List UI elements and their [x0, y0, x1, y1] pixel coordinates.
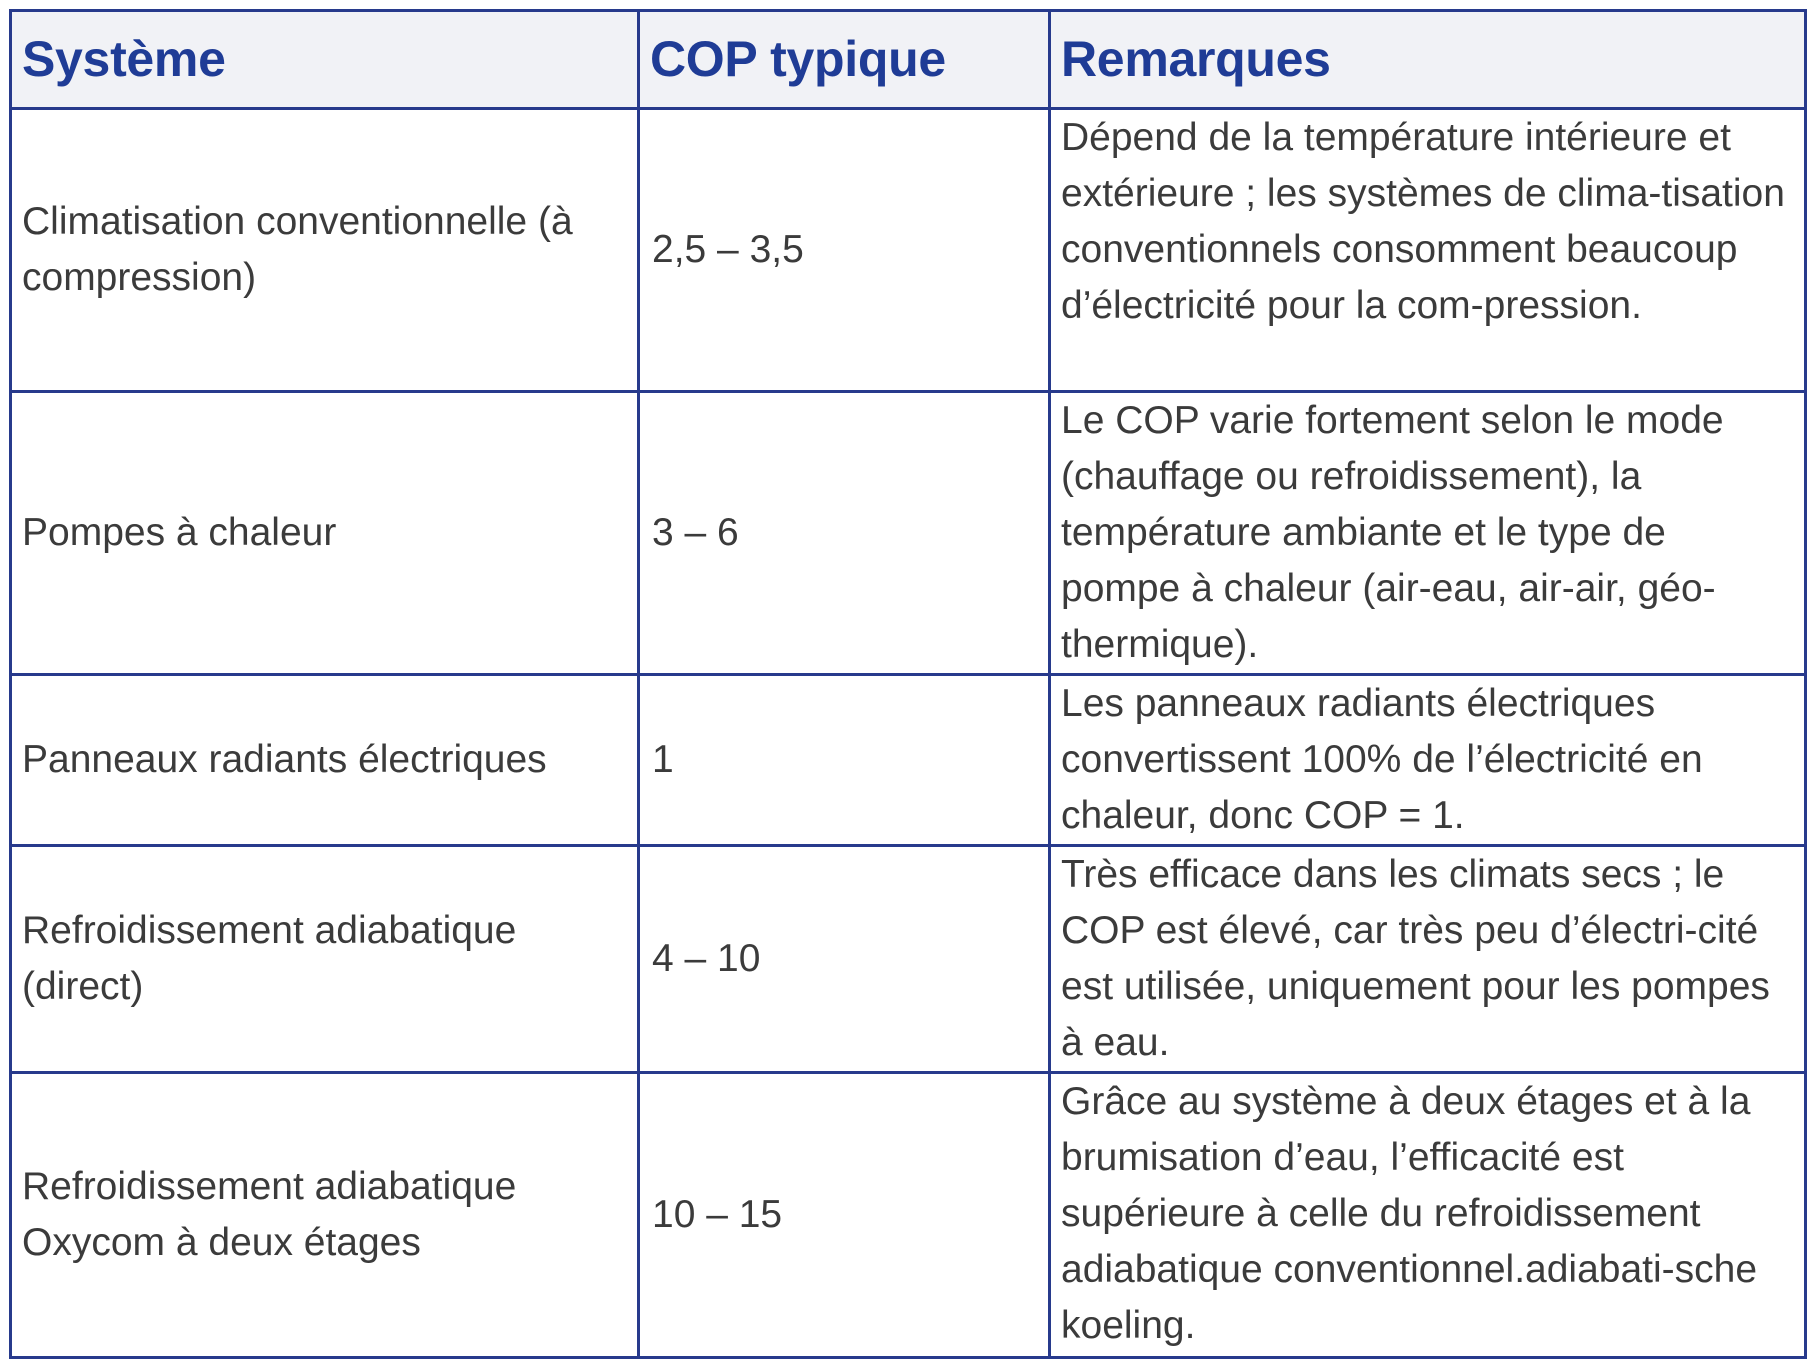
system-cell: Refroidissement adiabatique (direct) — [11, 846, 639, 1073]
cop-cell: 10 – 15 — [639, 1073, 1050, 1358]
table-row — [11, 1073, 1806, 1358]
cop-cell: 1 — [639, 675, 1050, 846]
header-cop: COP typique — [639, 11, 1050, 109]
remark-cell: Dépend de la température intérieure et extérieure ; les systèmes de clima-tisation conventionnels consomment beaucoup d’électricité pour la com-pression. — [1050, 109, 1806, 392]
system-cell: Panneaux radiants électriques — [11, 675, 639, 846]
table-row — [11, 392, 1806, 675]
cop-comparison-table-container — [9, 9, 1804, 1347]
header-row — [11, 11, 1806, 109]
table-row — [11, 675, 1806, 846]
cop-cell: 2,5 – 3,5 — [639, 109, 1050, 392]
table-row — [11, 109, 1806, 392]
system-cell: Refroidissement adiabatique Oxycom à deux étages — [11, 1073, 639, 1358]
remark-cell: Les panneaux radiants électriques convertissent 100% de l’électricité en chaleur, donc COP = 1. — [1050, 675, 1806, 846]
table-body — [11, 109, 1806, 1358]
remark-cell: Le COP varie fortement selon le mode (chauffage ou refroidissement), la température ambiante et le type de pompe à chaleur (air-eau, air-air, géo-thermique). — [1050, 392, 1806, 675]
cop-cell: 4 – 10 — [639, 846, 1050, 1073]
remark-cell: Grâce au système à deux étages et à la brumisation d’eau, l’efficacité est supérieure à celle du refroidissement adiabatique conventionnel.adiabati-sche koeling. — [1050, 1073, 1806, 1358]
table-header — [11, 11, 1806, 109]
remark-cell: Très efficace dans les climats secs ; le COP est élevé, car très peu d’électri-cité est utilisée, uniquement pour les pompes à eau. — [1050, 846, 1806, 1073]
table-row — [11, 846, 1806, 1073]
cop-comparison-table — [9, 9, 1807, 1359]
header-remarks: Remarques — [1050, 11, 1806, 109]
system-cell: Pompes à chaleur — [11, 392, 639, 675]
header-system: Système — [11, 11, 639, 109]
cop-cell: 3 – 6 — [639, 392, 1050, 675]
system-cell: Climatisation conventionnelle (à compression) — [11, 109, 639, 392]
